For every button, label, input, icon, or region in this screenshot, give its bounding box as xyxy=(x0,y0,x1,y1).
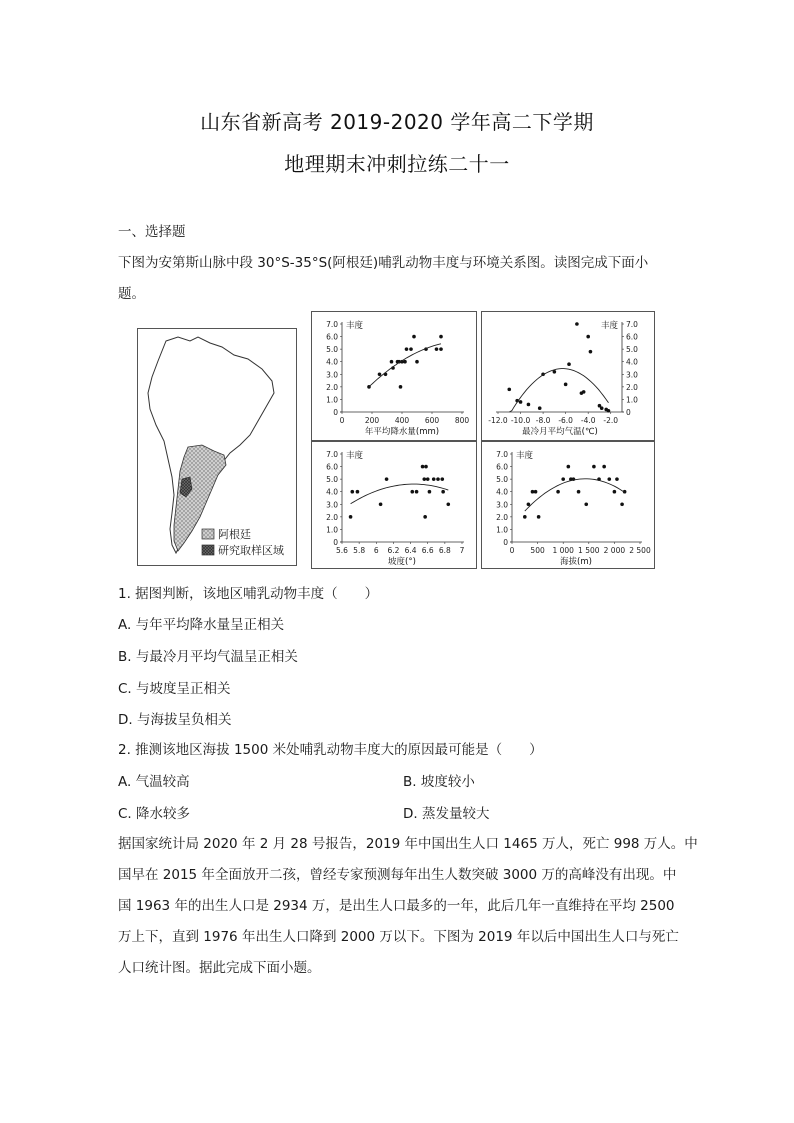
y-tick-label: 5.0 xyxy=(626,345,638,355)
x-axis-label: 最冷月平均气温(℃) xyxy=(522,427,598,437)
data-point xyxy=(435,347,439,351)
data-point xyxy=(567,362,571,366)
y-tick-label: 3.0 xyxy=(626,370,638,380)
para-line-3: 国 1963 年的出生人口是 2934 万，是出生人口最多的一年，此后几年一直维持在平均 2500 xyxy=(118,898,675,914)
x-axis-label: 海拔(m) xyxy=(560,557,592,567)
x-tick-label: 7 xyxy=(459,546,465,555)
x-tick-label: -8.0 xyxy=(535,416,551,425)
y-tick-label: 7.0 xyxy=(326,320,338,329)
data-point xyxy=(607,409,611,413)
data-point xyxy=(436,477,440,481)
y-tick-label: 1.0 xyxy=(326,525,338,535)
data-point xyxy=(620,502,624,506)
y-tick-label: 0 xyxy=(333,538,338,547)
q1-option-c: C. 与坡度呈正相关 xyxy=(118,681,231,697)
x-tick-label: 0 xyxy=(509,546,515,555)
data-point xyxy=(412,335,416,339)
data-point xyxy=(424,465,428,469)
data-point xyxy=(440,477,444,481)
chart-slope-svg xyxy=(312,442,476,568)
trend-curve xyxy=(351,484,449,504)
y-tick-label: 5.0 xyxy=(326,345,338,355)
data-point xyxy=(378,372,382,376)
y-tick-label: 1.0 xyxy=(326,395,338,405)
x-tick-label: -12.0 xyxy=(488,416,508,425)
q2-option-d: D. 蒸发量较大 xyxy=(403,806,490,822)
continent-outline xyxy=(148,337,274,553)
data-point xyxy=(403,360,407,364)
data-point xyxy=(428,490,432,494)
x-tick-label: 200 xyxy=(364,416,380,425)
x-tick-label: 0 xyxy=(339,416,345,425)
trend-curve xyxy=(509,369,608,412)
data-point xyxy=(567,465,571,469)
south-america-map xyxy=(137,328,297,566)
y-tick-label: 4.0 xyxy=(626,357,638,367)
data-point xyxy=(561,477,565,481)
x-tick-label: 5.6 xyxy=(336,546,348,555)
legend-sample-swatch xyxy=(202,545,214,555)
y-tick-label: 6.0 xyxy=(496,462,508,472)
y-tick-label: 4.0 xyxy=(496,487,508,497)
data-point xyxy=(432,477,436,481)
y-tick-label: 6.0 xyxy=(626,332,638,342)
y-tick-label: 4.0 xyxy=(326,357,338,367)
figure xyxy=(137,306,657,568)
y-tick-label: 2.0 xyxy=(626,382,638,392)
x-tick-label: 500 xyxy=(530,546,545,555)
x-tick-label: -2.0 xyxy=(603,416,619,425)
data-point xyxy=(415,490,419,494)
x-tick-label: 6.6 xyxy=(421,546,434,555)
data-point xyxy=(441,490,445,494)
q2-option-a: A. 气温较高 xyxy=(118,774,190,790)
data-point xyxy=(527,403,531,407)
y-tick-label: 1.0 xyxy=(496,525,508,535)
chart-slope xyxy=(311,441,477,569)
para-line-4: 万上下，直到 1976 年出生人口降到 2000 万以下。下图为 2019 年以后中国出生人口与死亡 xyxy=(118,929,679,945)
y-tick-label: 2.0 xyxy=(496,512,508,522)
data-point xyxy=(379,502,383,506)
title-line-1: 山东省新高考 2019-2020 学年高二下学期 xyxy=(200,110,594,134)
data-point xyxy=(589,350,593,354)
x-tick-label: 6.4 xyxy=(404,546,417,555)
y-tick-label: 3.0 xyxy=(326,370,338,380)
x-tick-label: -4.0 xyxy=(580,416,596,425)
x-tick-label: 800 xyxy=(454,416,470,425)
data-point xyxy=(356,490,360,494)
chart-precipitation-svg xyxy=(312,312,476,440)
x-tick-label: 400 xyxy=(394,416,410,425)
data-point xyxy=(575,322,579,326)
data-point xyxy=(423,515,427,519)
data-point xyxy=(415,360,419,364)
trend-curve xyxy=(369,344,441,387)
chart-elevation-svg xyxy=(482,442,654,568)
x-tick-label: 2 000 xyxy=(603,546,626,555)
y-tick-label: 3.0 xyxy=(326,500,338,510)
data-point xyxy=(592,465,596,469)
para-line-2: 国早在 2015 年全面放开二孩，曾经专家预测每年出生人数突破 3000 万的高峰没有出现。中 xyxy=(118,867,677,883)
data-point xyxy=(409,347,413,351)
y-axis-label: 丰度 xyxy=(346,321,364,331)
data-point xyxy=(439,335,443,339)
data-point xyxy=(531,490,535,494)
data-point xyxy=(584,502,588,506)
x-tick-label: -10.0 xyxy=(510,416,531,425)
data-point xyxy=(426,477,430,481)
data-point xyxy=(577,490,581,494)
y-tick-label: 7.0 xyxy=(626,320,638,329)
map-svg xyxy=(138,329,296,565)
para-line-5: 人口统计图。据此完成下面小题。 xyxy=(118,960,321,976)
data-point xyxy=(607,477,611,481)
chart-elevation xyxy=(481,441,655,569)
legend-argentina-swatch xyxy=(202,529,214,539)
data-point xyxy=(399,385,403,389)
x-tick-label: -6.0 xyxy=(558,416,573,425)
x-tick-label: 600 xyxy=(424,416,440,425)
data-point xyxy=(422,477,426,481)
q1-option-d: D. 与海拔呈负相关 xyxy=(118,712,232,728)
x-tick-label: 1 500 xyxy=(578,546,600,555)
data-point xyxy=(534,490,538,494)
y-tick-label: 5.0 xyxy=(496,475,508,485)
x-axis-label: 坡度(°) xyxy=(388,557,416,567)
data-point xyxy=(600,406,604,410)
data-point xyxy=(519,400,523,404)
x-axis-label: 年平均降水量(mm) xyxy=(364,427,440,437)
chart-temperature-svg xyxy=(482,312,654,440)
y-tick-label: 0 xyxy=(503,538,508,547)
data-point xyxy=(538,406,542,410)
data-point xyxy=(410,490,414,494)
q1-option-b: B. 与最冷月平均气温呈正相关 xyxy=(118,649,298,665)
x-tick-label: 6.8 xyxy=(438,546,451,555)
data-point xyxy=(537,515,541,519)
chart-temperature xyxy=(481,311,655,441)
y-tick-label: 0 xyxy=(333,408,338,417)
trend-curve xyxy=(525,479,625,511)
section-heading: 一、选择题 xyxy=(118,224,186,240)
q2-option-b: B. 坡度较小 xyxy=(403,774,475,790)
data-point xyxy=(439,347,443,351)
y-tick-label: 2.0 xyxy=(326,512,338,522)
question-2: 2. 推测该地区海拔 1500 米处哺乳动物丰度大的原因最可能是（ ） xyxy=(118,742,543,758)
y-tick-label: 7.0 xyxy=(326,450,338,459)
data-point xyxy=(523,515,527,519)
data-point xyxy=(421,465,425,469)
intro-line-1: 下图为安第斯山脉中段 30°S-35°S(阿根廷)哺乳动物丰度与环境关系图。读图完成下面小 xyxy=(118,255,649,271)
x-tick-label: 6.2 xyxy=(387,546,400,555)
data-point xyxy=(507,388,511,392)
para-line-1: 据国家统计局 2020 年 2 月 28 号报告，2019 年中国出生人口 1465 万人，死亡 998 万人。中 xyxy=(118,836,698,852)
legend-argentina-label: 阿根廷 xyxy=(218,528,251,541)
x-tick-label: 1 000 xyxy=(552,546,574,555)
data-point xyxy=(586,335,590,339)
chart-precipitation xyxy=(311,311,477,441)
x-tick-label: 2 500 xyxy=(629,546,651,555)
y-tick-label: 7.0 xyxy=(496,450,508,459)
data-point xyxy=(602,465,606,469)
q1-option-a: A. 与年平均降水量呈正相关 xyxy=(118,617,285,633)
data-point xyxy=(446,502,450,506)
legend-sample-label: 研究取样区域 xyxy=(218,544,284,557)
data-point xyxy=(582,390,586,394)
x-tick-label: 6 xyxy=(373,546,379,555)
y-tick-label: 6.0 xyxy=(326,462,338,472)
data-point xyxy=(564,383,568,387)
y-axis-label: 丰度 xyxy=(346,451,364,461)
data-point xyxy=(615,477,619,481)
y-tick-label: 6.0 xyxy=(326,332,338,342)
y-axis-label: 丰度 xyxy=(516,451,534,461)
x-tick-label: 5.8 xyxy=(353,546,366,555)
q2-option-c: C. 降水较多 xyxy=(118,806,191,822)
question-1: 1. 据图判断，该地区哺乳动物丰度（ ） xyxy=(118,586,379,602)
intro-line-2: 题。 xyxy=(118,286,145,302)
title-line-2: 地理期末冲刺拉练二十一 xyxy=(284,152,510,176)
data-point xyxy=(385,477,389,481)
y-tick-label: 3.0 xyxy=(496,500,508,510)
data-point xyxy=(349,515,353,519)
y-tick-label: 4.0 xyxy=(326,487,338,497)
data-point xyxy=(350,490,354,494)
y-axis-label: 丰度 xyxy=(600,321,618,331)
y-tick-label: 0 xyxy=(626,408,631,417)
y-tick-label: 2.0 xyxy=(326,382,338,392)
data-point xyxy=(390,360,394,364)
y-tick-label: 1.0 xyxy=(626,395,638,405)
data-point xyxy=(556,490,560,494)
y-tick-label: 5.0 xyxy=(326,475,338,485)
data-point xyxy=(405,347,409,351)
data-point xyxy=(613,490,617,494)
